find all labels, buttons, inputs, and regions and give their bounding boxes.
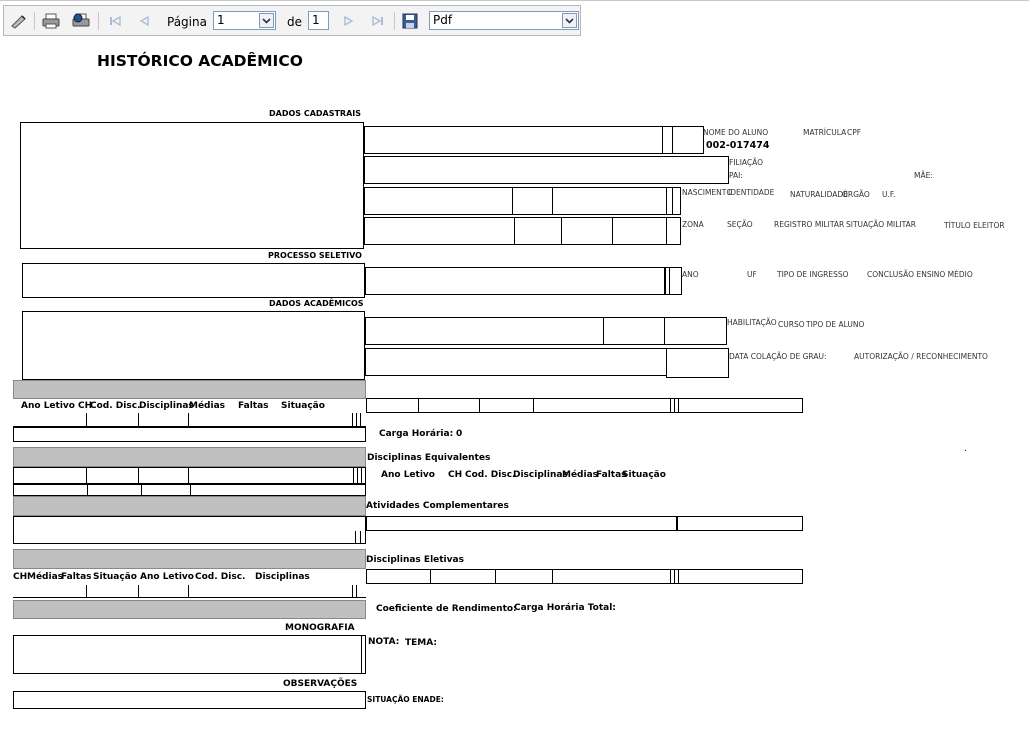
colacao-box xyxy=(666,348,729,378)
previous-page-icon[interactable] xyxy=(136,13,154,29)
orgao-label: ÓRGÃO xyxy=(842,190,870,199)
secao-label: SEÇÃO xyxy=(727,220,753,229)
el-col-situacao: Situação xyxy=(93,572,137,582)
eletivas-header-bar xyxy=(13,549,366,569)
divider xyxy=(86,413,87,426)
naturalidade-label: NATURALIDADE xyxy=(790,190,848,199)
divider xyxy=(676,516,678,531)
habilitacao-label: HABILITAÇÃO xyxy=(727,318,777,327)
ano-label: ANO xyxy=(682,270,699,279)
filiacao-row xyxy=(364,156,729,184)
divider xyxy=(670,569,671,584)
divider xyxy=(561,217,562,245)
divider xyxy=(360,413,361,426)
tipo-aluno-label: TIPO DE ALUNO xyxy=(806,320,865,329)
colacao-label: DATA COLAÇÃO DE GRAU: xyxy=(729,352,827,361)
col-medias: Médias xyxy=(189,401,226,411)
export-format-select[interactable] xyxy=(429,11,579,30)
eq-col-ano-letivo: Ano Letivo xyxy=(381,470,435,480)
divider xyxy=(138,413,139,426)
divider xyxy=(138,585,139,597)
col-ch: CH xyxy=(78,401,93,411)
divider xyxy=(479,398,480,413)
disciplinas-right-row xyxy=(366,398,803,413)
divider xyxy=(664,317,665,345)
section-processo-seletivo: PROCESSO SELETIVO xyxy=(268,251,362,260)
zona-row xyxy=(364,217,681,245)
last-page-icon[interactable] xyxy=(369,13,387,29)
coeficiente-header-bar xyxy=(13,600,366,619)
atividades-box xyxy=(13,516,366,544)
first-page-icon[interactable] xyxy=(106,13,124,29)
total-pages-box xyxy=(308,11,329,30)
divider xyxy=(190,484,191,496)
divider xyxy=(666,187,667,215)
of-label: de xyxy=(287,15,302,29)
divider xyxy=(356,585,357,597)
el-col-cod-disc: Cod. Disc. xyxy=(195,572,246,582)
divider xyxy=(418,398,419,413)
col-ano-letivo: Ano Letivo xyxy=(21,401,75,411)
nome-row xyxy=(364,126,704,154)
seletivo-box xyxy=(22,263,365,298)
report-title: HISTÓRICO ACADÊMICO xyxy=(97,52,303,70)
monografia-box xyxy=(13,635,366,674)
refresh-icon[interactable] xyxy=(10,13,28,29)
divider xyxy=(188,467,189,484)
divider xyxy=(86,467,87,484)
page-number-value: 1 xyxy=(217,13,225,27)
nascimento-row xyxy=(364,187,681,215)
el-col-ano-letivo: Ano Letivo xyxy=(140,572,194,582)
divider xyxy=(355,531,356,544)
print-preview-icon[interactable] xyxy=(72,13,90,29)
cpf-label: CPF xyxy=(847,128,862,137)
save-icon[interactable] xyxy=(401,13,419,29)
tipo-ingresso-label: TIPO DE INGRESSO xyxy=(777,270,849,279)
habilitacao-row xyxy=(365,317,727,345)
equivalentes-header-bar xyxy=(13,447,366,467)
divider xyxy=(86,585,87,597)
section-dados-academicos: DADOS ACADÊMICOS xyxy=(269,299,364,308)
dot-mark: . xyxy=(964,444,967,454)
chevron-down-icon[interactable] xyxy=(562,13,577,28)
seletivo-uf-label: UF xyxy=(747,270,757,279)
page-label: Página xyxy=(167,15,207,29)
eq-col-situacao: Situação xyxy=(622,470,666,480)
chevron-down-icon[interactable] xyxy=(259,13,274,28)
divider xyxy=(672,126,673,154)
uf-label: U.F. xyxy=(882,190,896,199)
atividades-title: Atividades Complementares xyxy=(366,501,509,511)
nota-label: NOTA: xyxy=(368,637,400,647)
divider xyxy=(361,635,362,674)
divider xyxy=(666,217,667,245)
divider xyxy=(430,569,431,584)
equivalentes-title: Disciplinas Equivalentes xyxy=(367,453,491,463)
eq-col-cod-disc: Cod. Disc. xyxy=(465,470,516,480)
section-monografia: MONOGRAFIA xyxy=(285,623,355,633)
nome-aluno-label: NOME DO ALUNO xyxy=(703,128,769,137)
divider xyxy=(512,187,513,215)
toolbar-separator xyxy=(98,12,99,30)
divider xyxy=(514,217,515,245)
export-format-value: Pdf xyxy=(433,13,453,27)
identidade-label: IDENTIDADE xyxy=(728,188,775,197)
tema-label: TEMA: xyxy=(405,638,437,648)
el-col-disciplinas: Disciplinas xyxy=(255,572,310,582)
el-col-ch: CH xyxy=(13,572,28,582)
eq-col-disciplinas: Disciplinas xyxy=(513,470,568,480)
print-icon[interactable] xyxy=(42,13,60,29)
divider xyxy=(664,267,666,295)
eletivas-title: Disciplinas Eletivas xyxy=(366,555,464,565)
atividades-right-row xyxy=(366,516,803,531)
divider xyxy=(356,413,357,426)
mae-label: MÃE: xyxy=(914,171,933,180)
registro-militar-label: REGISTRO MILITAR xyxy=(774,220,845,229)
next-page-icon[interactable] xyxy=(339,13,357,29)
divider xyxy=(603,317,604,345)
el-col-faltas: Faltas xyxy=(61,572,92,582)
eletivas-right-row xyxy=(366,569,803,584)
eq-col-faltas: Faltas xyxy=(596,470,627,480)
coeficiente-label: Coeficiente de Rendimento: xyxy=(376,604,517,614)
situacao-militar-label: SITUAÇÃO MILITAR xyxy=(846,220,916,229)
seletivo-row xyxy=(365,267,682,295)
col-faltas: Faltas xyxy=(238,401,269,411)
divider xyxy=(678,569,679,584)
photo-box xyxy=(20,122,364,249)
divider xyxy=(670,398,671,413)
carga-horaria-label: Carga Horária: xyxy=(379,429,454,439)
autorizacao-label: AUTORIZAÇÃO / RECONHECIMENTO xyxy=(854,352,988,361)
disciplinas-data-row xyxy=(13,427,366,442)
divider xyxy=(188,585,189,597)
matricula-label: MATRÍCULA xyxy=(803,128,847,137)
divider xyxy=(87,484,88,496)
total-pages-value: 1 xyxy=(312,13,320,27)
colacao-row xyxy=(365,348,667,376)
divider xyxy=(13,597,366,598)
divider xyxy=(188,413,189,426)
divider xyxy=(495,569,496,584)
observacoes-box xyxy=(13,691,366,709)
col-cod-disc: Cod. Disc. xyxy=(90,401,141,411)
divider xyxy=(552,569,553,584)
divider xyxy=(533,398,534,413)
section-observacoes: OBSERVAÇÕES xyxy=(283,679,358,689)
divider xyxy=(662,126,663,154)
enade-label: SITUAÇÃO ENADE: xyxy=(367,695,444,704)
divider xyxy=(552,187,553,215)
pai-label: PAI: xyxy=(729,171,743,180)
top-border xyxy=(0,0,1029,1)
divider xyxy=(678,398,679,413)
disciplinas-header-bar xyxy=(13,380,366,399)
eq-col-medias: Médias xyxy=(562,470,599,480)
divider xyxy=(360,531,361,544)
toolbar-separator xyxy=(34,12,35,30)
atividades-header-bar xyxy=(13,496,366,516)
carga-total-label: Carga Horária Total: xyxy=(514,603,616,613)
section-dados-cadastrais: DADOS CADASTRAIS xyxy=(269,109,362,118)
curso-label: CURSO xyxy=(778,320,805,329)
filiacao-label: FILIAÇÃO xyxy=(729,158,764,167)
divider xyxy=(669,267,670,295)
divider xyxy=(674,398,675,413)
toolbar-separator xyxy=(394,12,395,30)
report-toolbar xyxy=(3,5,581,36)
academicos-box xyxy=(22,311,365,380)
zona-label: ZONA xyxy=(682,220,704,229)
conclusao-label: CONCLUSÃO ENSINO MÉDIO xyxy=(867,270,973,279)
titulo-eleitor-label: TÍTULO ELEITOR xyxy=(944,221,1005,230)
divider xyxy=(141,484,142,496)
divider xyxy=(612,217,613,245)
divider xyxy=(672,187,673,215)
nascimento-label: NASCIMENTO xyxy=(682,188,733,197)
divider xyxy=(674,569,675,584)
carga-horaria-value: 0 xyxy=(456,429,463,439)
eq-col-ch: CH xyxy=(448,470,463,480)
col-situacao: Situação xyxy=(281,401,325,411)
divider xyxy=(138,467,139,484)
matricula-value: 002-017474 xyxy=(706,140,770,151)
divider xyxy=(352,413,353,426)
divider xyxy=(352,585,353,597)
page-number-select[interactable] xyxy=(213,11,276,30)
el-col-medias: Médias xyxy=(27,572,64,582)
equivalentes-row-1 xyxy=(13,467,366,484)
col-disciplinas: Disciplinas xyxy=(139,401,194,411)
